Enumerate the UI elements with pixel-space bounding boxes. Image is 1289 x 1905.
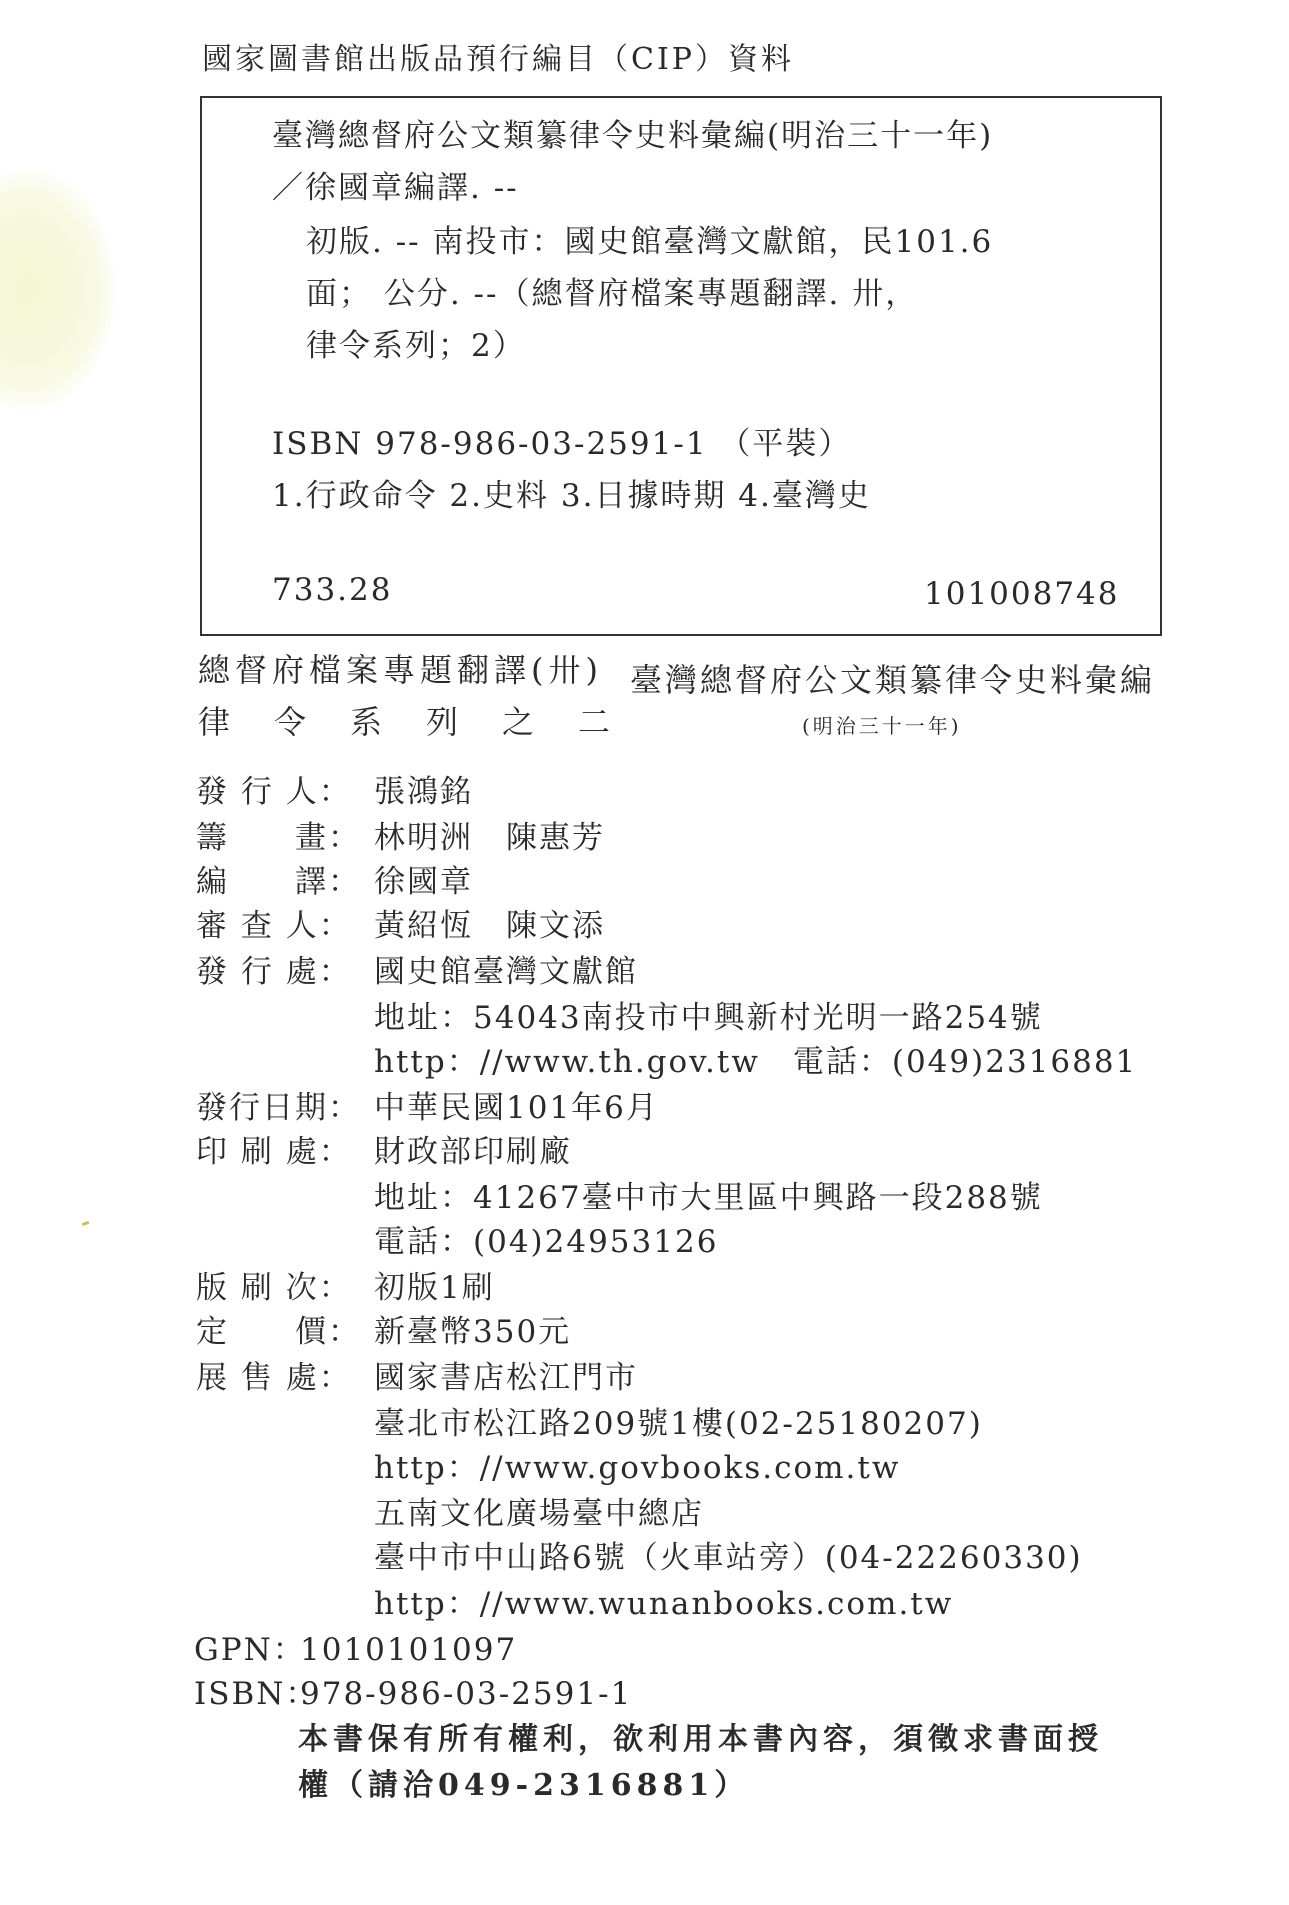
book-year: (明治三十一年) bbox=[802, 714, 962, 738]
sales-store-2: 五南文化廣場臺中總店 bbox=[374, 1496, 704, 1532]
sales-store-2-address: 臺中市中山路6號（火車站旁）(04-22260330) bbox=[374, 1540, 1083, 1576]
rights-notice-line-2: 權（請洽049-2316881） bbox=[298, 1768, 750, 1803]
gpn: 1010101097 bbox=[300, 1632, 518, 1668]
publisher-contact: http：//www.th.gov.tw 電話：(049)2316881 bbox=[374, 1044, 1138, 1080]
publisher-person: 張鴻銘 bbox=[374, 774, 473, 810]
publisher-label: 發 行 處： bbox=[196, 954, 352, 990]
cip-header: 國家圖書館出版品預行編目（CIP）資料 bbox=[202, 42, 794, 77]
paper-stain bbox=[0, 170, 115, 410]
printer-address: 地址：41267臺中市大里區中興路一段288號 bbox=[374, 1180, 1043, 1216]
rights-notice-line-1: 本書保有所有權利，欲利用本書內容，須徵求書面授 bbox=[298, 1722, 1103, 1757]
paper-fleck bbox=[82, 1221, 90, 1226]
publisher: 國史館臺灣文獻館 bbox=[374, 954, 638, 990]
isbn: 978-986-03-2591-1 bbox=[300, 1676, 633, 1712]
cip-title-line: 臺灣總督府公文類纂律令史料彙編(明治三十一年) bbox=[272, 118, 994, 154]
edition-label: 版 刷 次： bbox=[196, 1270, 352, 1306]
gpn-label: GPN： bbox=[194, 1632, 306, 1668]
publisher-person-label: 發 行 人： bbox=[196, 774, 352, 810]
cip-edition-line: 初版. -- 南投市：國史館臺灣文獻館，民101.6 bbox=[306, 224, 994, 260]
cip-author-line: ／徐國章編譯. -- bbox=[272, 170, 519, 206]
cip-record-number: 101008748 bbox=[924, 576, 1120, 612]
series-subtitle: 律令系列之二 bbox=[198, 703, 655, 741]
translator-label: 編 譯： bbox=[196, 864, 361, 900]
price-label: 定 價： bbox=[196, 1314, 361, 1350]
sales-store-1-address: 臺北市松江路209號1樓(02-25180207) bbox=[374, 1406, 983, 1442]
sales-store-1-url: http：//www.govbooks.com.tw bbox=[374, 1450, 901, 1486]
cip-subjects-line: 1.行政命令 2.史料 3.日據時期 4.臺灣史 bbox=[272, 478, 871, 514]
pub-date: 中華民國101年6月 bbox=[374, 1090, 659, 1126]
planner-label: 籌 畫： bbox=[196, 820, 361, 856]
translator: 徐國章 bbox=[374, 864, 473, 900]
cip-record-box bbox=[200, 96, 1162, 636]
printer-phone: 電話：(04)24953126 bbox=[374, 1224, 719, 1260]
book-title: 臺灣總督府公文類纂律令史料彙編 bbox=[630, 661, 1156, 699]
sales-store-1: 國家書店松江門市 bbox=[374, 1360, 638, 1396]
cip-class-number: 733.28 bbox=[272, 572, 393, 608]
sales-store-2-url: http：//www.wunanbooks.com.tw bbox=[374, 1586, 954, 1622]
isbn-label: ISBN： bbox=[194, 1676, 319, 1712]
printer-label: 印 刷 處： bbox=[196, 1134, 352, 1170]
cip-pages-line: 面； 公分. --（總督府檔案專題翻譯. 卅， bbox=[306, 276, 919, 312]
edition: 初版1刷 bbox=[374, 1270, 495, 1306]
pub-date-label: 發行日期： bbox=[196, 1090, 361, 1126]
planner: 林明洲 陳惠芳 bbox=[374, 820, 605, 856]
price: 新臺幣350元 bbox=[374, 1314, 572, 1350]
reviewer: 黃紹恆 陳文添 bbox=[374, 908, 605, 944]
sales-label: 展 售 處： bbox=[196, 1360, 352, 1396]
publisher-address: 地址：54043南投市中興新村光明一路254號 bbox=[374, 1000, 1043, 1036]
cip-isbn-line: ISBN 978-986-03-2591-1 （平裝） bbox=[272, 426, 852, 462]
series-name: 總督府檔案專題翻譯(卅) bbox=[198, 651, 603, 689]
cip-series-line: 律令系列；2） bbox=[306, 328, 526, 364]
printer: 財政部印刷廠 bbox=[374, 1134, 572, 1170]
reviewer-label: 審 查 人： bbox=[196, 908, 352, 944]
